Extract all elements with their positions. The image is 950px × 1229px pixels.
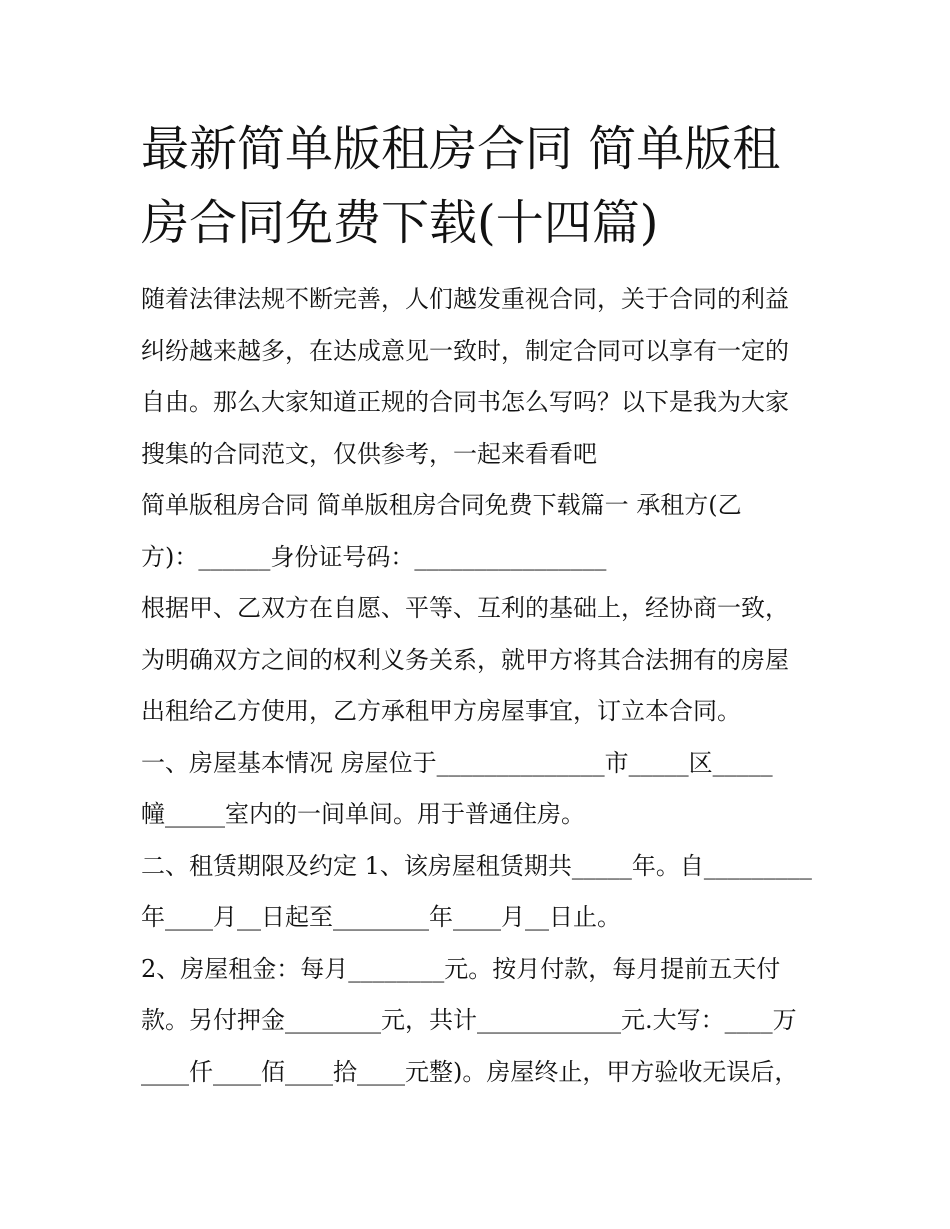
clause-term-line: 年____月__日起至________年____月__日止。 bbox=[141, 903, 621, 931]
clause-rent-line: 2、房屋租金：每月________元。按月付款，每月提前五天付 bbox=[141, 954, 781, 983]
title-line: 最新简单版租房合同 简单版租 bbox=[141, 121, 781, 177]
clause-term-line: 二、租赁期限及约定 1、该房屋租赁期共_____年。自_________ bbox=[141, 851, 812, 880]
lessee-id-line: 方)：______身份证号码：________________ bbox=[141, 542, 607, 571]
clause-rent-line: 款。另付押金________元，共计____________元.大写：____万 bbox=[141, 1006, 797, 1034]
intro-paragraph-line: 搜集的合同范文，仅供参考，一起来看看吧 bbox=[141, 439, 597, 468]
clause-rent-line: ____仟____佰____拾____元整)。房屋终止，甲方验收无误后， bbox=[141, 1057, 799, 1086]
intro-paragraph-line: 随着法律法规不断完善，人们越发重视合同，关于合同的利益 bbox=[141, 285, 789, 313]
document-body bbox=[141, 274, 831, 1098]
preamble-line: 根据甲、乙双方在自愿、平等、互利的基础上，经协商一致， bbox=[141, 594, 789, 622]
document-title bbox=[141, 112, 821, 260]
clause-property-line: 幢_____室内的一间单间。用于普通住房。 bbox=[141, 800, 585, 828]
title-line: 房合同免费下载(十四篇) bbox=[141, 195, 659, 251]
intro-paragraph-line: 自由。那么大家知道正规的合同书怎么写吗？以下是我为大家 bbox=[141, 388, 789, 416]
clause-property-line: 一、房屋基本情况 房屋位于______________市_____区_____ bbox=[141, 748, 773, 777]
contract-heading-line: 简单版租房合同 简单版租房合同免费下载篇一 承租方(乙 bbox=[141, 491, 742, 519]
preamble-line: 出租给乙方使用，乙方承租甲方房屋事宜，订立本合同。 bbox=[141, 697, 741, 725]
intro-paragraph-line: 纠纷越来越多，在达成意见一致时，制定合同可以享有一定的 bbox=[141, 336, 789, 365]
preamble-line: 为明确双方之间的权利义务关系，就甲方将其合法拥有的房屋 bbox=[141, 645, 789, 674]
